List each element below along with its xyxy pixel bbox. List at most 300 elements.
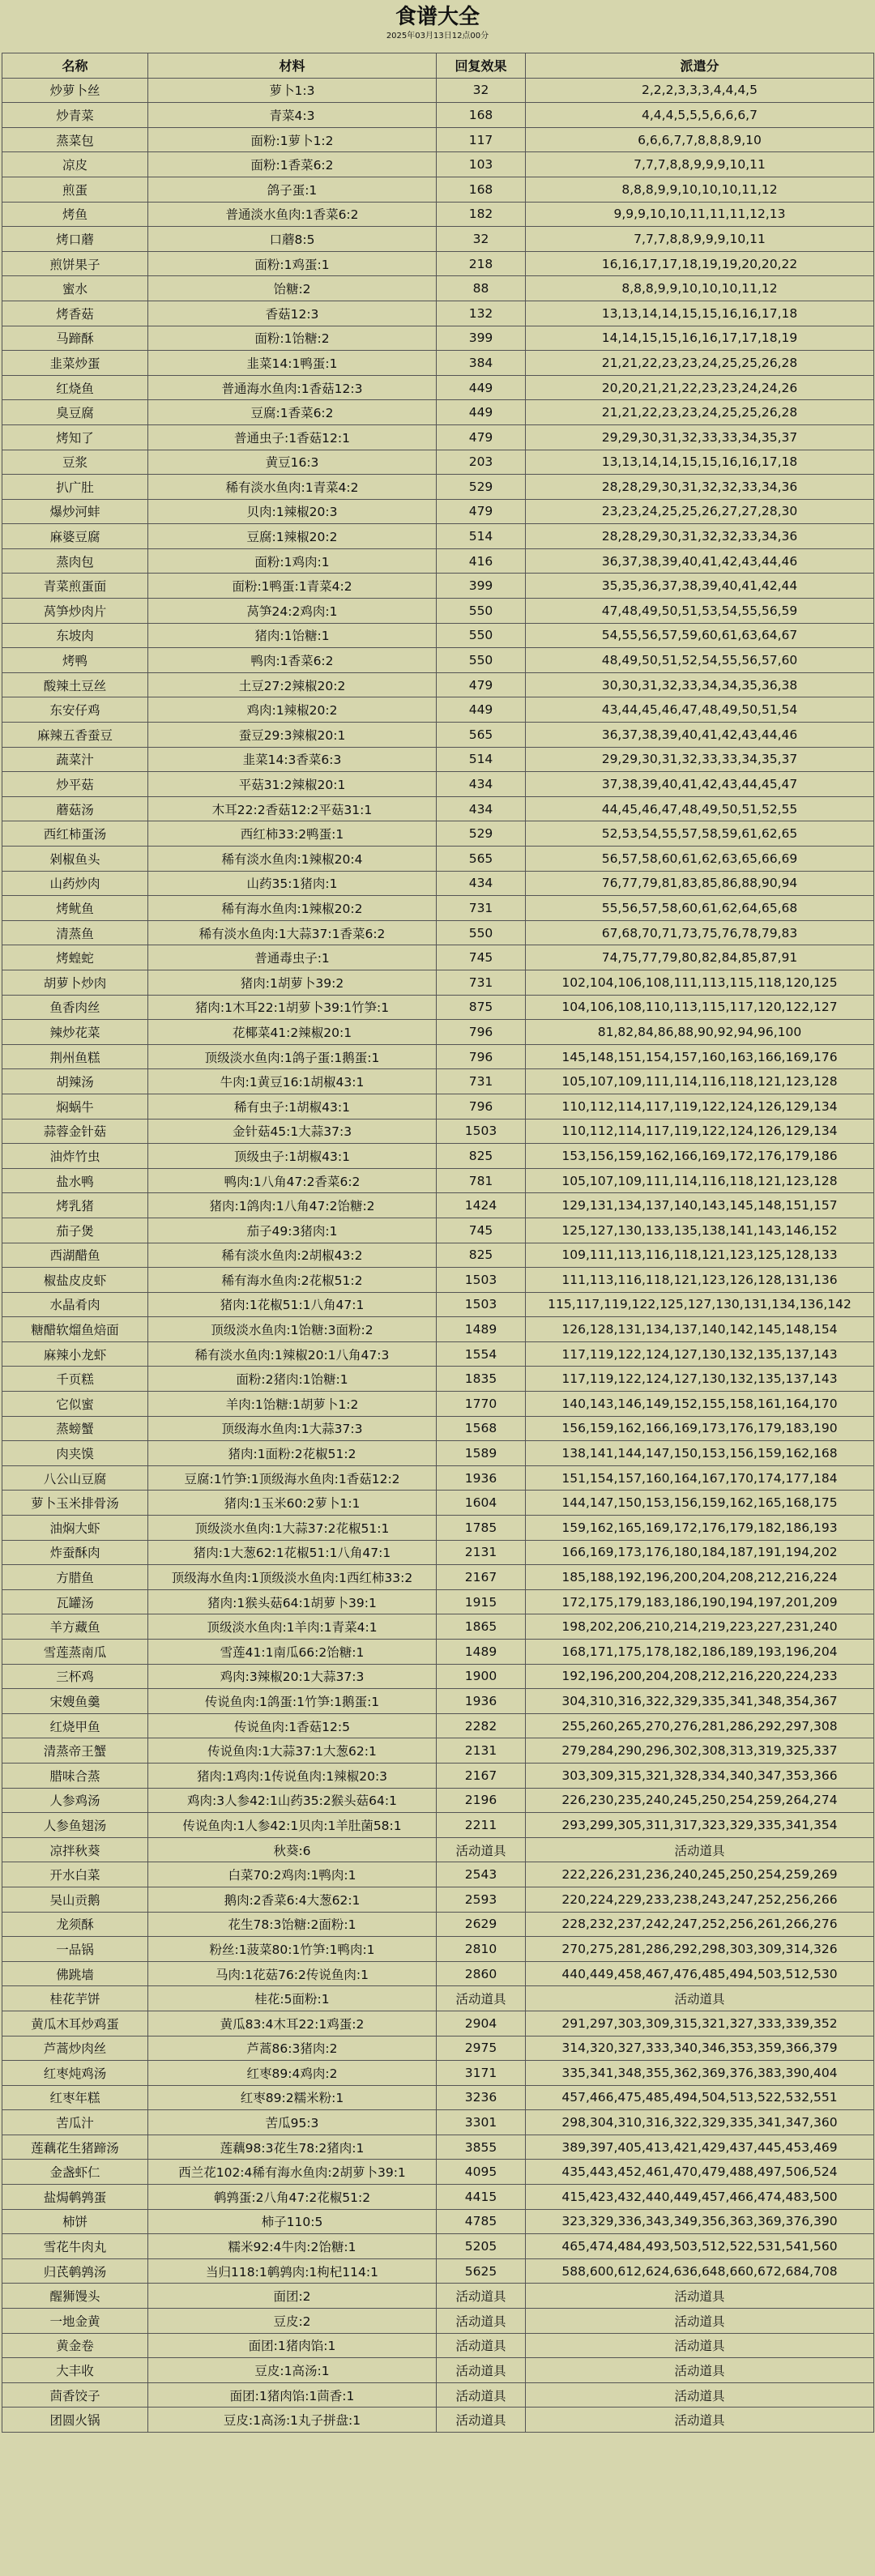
cell-ingredients: 茄子49:3猪肉:1	[148, 1218, 437, 1243]
cell-ingredients: 面粉:2猪肉:1饴糖:1	[148, 1367, 437, 1392]
cell-recovery: 2131	[437, 1540, 526, 1565]
table-header-row	[2, 53, 874, 79]
table-row	[2, 1292, 874, 1317]
table-row	[2, 2234, 874, 2259]
table-row	[2, 1763, 874, 1788]
table-row	[2, 1119, 874, 1144]
cell-recovery: 168	[437, 103, 526, 128]
cell-recovery: 796	[437, 1094, 526, 1119]
cell-ingredients: 花椰菜41:2辣椒20:1	[148, 1020, 437, 1045]
cell-ingredients: 顶级淡水鱼肉:1鸽子蛋:1鹅蛋:1	[148, 1044, 437, 1069]
cell-recovery: 活动道具	[437, 2382, 526, 2408]
cell-ingredients: 糯米92:4牛肉:2饴糖:1	[148, 2234, 437, 2259]
cell-dispatch-score: 228,232,237,242,247,252,256,261,266,276	[526, 1912, 874, 1937]
table-row	[2, 1218, 874, 1243]
cell-name: 清蒸鱼	[2, 920, 148, 945]
cell-ingredients: 香菇12:3	[148, 301, 437, 326]
cell-ingredients: 鹌鹑蛋:2八角47:2花椒51:2	[148, 2185, 437, 2210]
cell-name: 开水白菜	[2, 1862, 148, 1887]
cell-ingredients: 面团:1猪肉馅:1茴香:1	[148, 2382, 437, 2408]
table-row	[2, 1044, 874, 1069]
table-row	[2, 871, 874, 896]
table-row	[2, 1144, 874, 1169]
cell-name: 烤鸭	[2, 648, 148, 673]
cell-recovery: 182	[437, 202, 526, 227]
cell-name: 千页糕	[2, 1367, 148, 1392]
cell-dispatch-score: 110,112,114,117,119,122,124,126,129,134	[526, 1119, 874, 1144]
table-body	[2, 78, 874, 2432]
cell-ingredients: 柿子110:5	[148, 2209, 437, 2234]
cell-name: 胡辣汤	[2, 1069, 148, 1094]
cell-dispatch-score: 138,141,144,147,150,153,156,159,162,168	[526, 1441, 874, 1466]
cell-ingredients: 顶级虫子:1胡椒43:1	[148, 1144, 437, 1169]
cell-dispatch-score: 153,156,159,162,166,169,172,176,179,186	[526, 1144, 874, 1169]
table-row	[2, 127, 874, 152]
cell-ingredients: 稀有海水鱼肉:2花椒51:2	[148, 1268, 437, 1293]
cell-name: 煎饼果子	[2, 251, 148, 276]
table-row	[2, 1094, 874, 1119]
cell-dispatch-score: 198,202,206,210,214,219,223,227,231,240	[526, 1614, 874, 1640]
cell-ingredients: 面团:2	[148, 2284, 437, 2309]
table-row	[2, 697, 874, 723]
cell-name: 芦蒿炒肉丝	[2, 2036, 148, 2061]
cell-ingredients: 金针菇45:1大蒜37:3	[148, 1119, 437, 1144]
cell-recovery: 565	[437, 723, 526, 748]
cell-name: 苦瓜汁	[2, 2110, 148, 2135]
cell-ingredients: 面团:1猪肉馅:1	[148, 2333, 437, 2358]
cell-dispatch-score: 117,119,122,124,127,130,132,135,137,143	[526, 1367, 874, 1392]
cell-name: 炒萝卜丝	[2, 78, 148, 103]
cell-name: 茄子煲	[2, 1218, 148, 1243]
cell-recovery: 529	[437, 821, 526, 847]
cell-name: 凉皮	[2, 152, 148, 177]
table-row	[2, 2160, 874, 2185]
cell-ingredients: 面粉:1鸡蛋:1	[148, 251, 437, 276]
cell-ingredients: 稀有虫子:1胡椒43:1	[148, 1094, 437, 1119]
cell-name: 腊味合蒸	[2, 1763, 148, 1788]
cell-ingredients: 豆腐:1辣椒20:2	[148, 524, 437, 549]
cell-dispatch-score: 105,107,109,111,114,116,118,121,123,128	[526, 1168, 874, 1193]
cell-name: 羊方藏鱼	[2, 1614, 148, 1640]
cell-name: 瓦罐汤	[2, 1589, 148, 1614]
cell-dispatch-score: 8,8,8,9,9,10,10,10,11,12	[526, 177, 874, 202]
cell-recovery: 2543	[437, 1862, 526, 1887]
cell-ingredients: 黄豆16:3	[148, 450, 437, 475]
cell-ingredients: 莴笋24:2鸡肉:1	[148, 599, 437, 624]
cell-recovery: 活动道具	[437, 2309, 526, 2334]
cell-recovery: 745	[437, 945, 526, 970]
cell-name: 吴山贡鹅	[2, 1887, 148, 1912]
cell-name: 一品锅	[2, 1937, 148, 1962]
cell-recovery: 4785	[437, 2209, 526, 2234]
cell-recovery: 796	[437, 1044, 526, 1069]
table-row	[2, 1738, 874, 1764]
cell-recovery: 1770	[437, 1392, 526, 1417]
cell-recovery: 1900	[437, 1664, 526, 1689]
cell-recovery: 449	[437, 400, 526, 425]
table-row	[2, 1640, 874, 1665]
cell-dispatch-score: 220,224,229,233,238,243,247,252,256,266	[526, 1887, 874, 1912]
cell-recovery: 875	[437, 995, 526, 1020]
cell-name: 水晶肴肉	[2, 1292, 148, 1317]
cell-name: 黄金卷	[2, 2333, 148, 2358]
cell-name: 蒸螃蟹	[2, 1416, 148, 1441]
cell-ingredients: 稀有淡水鱼肉:1大蒜37:1香菜6:2	[148, 920, 437, 945]
cell-recovery: 2904	[437, 2011, 526, 2036]
cell-recovery: 529	[437, 475, 526, 500]
cell-name: 烤知了	[2, 424, 148, 450]
table-row	[2, 2258, 874, 2284]
cell-dispatch-score: 活动道具	[526, 2358, 874, 2383]
table-row	[2, 2309, 874, 2334]
cell-dispatch-score: 125,127,130,133,135,138,141,143,146,152	[526, 1218, 874, 1243]
cell-dispatch-score: 23,23,24,25,25,26,27,27,28,30	[526, 499, 874, 524]
table-row	[2, 995, 874, 1020]
cell-recovery: 731	[437, 896, 526, 921]
cell-recovery: 479	[437, 424, 526, 450]
cell-recovery: 218	[437, 251, 526, 276]
cell-name: 桂花芋饼	[2, 1986, 148, 2011]
cell-recovery: 550	[437, 623, 526, 648]
table-row	[2, 1862, 874, 1887]
cell-name: 萝卜玉米排骨汤	[2, 1491, 148, 1516]
table-row	[2, 1589, 874, 1614]
table-row	[2, 78, 874, 103]
cell-name: 烤口蘑	[2, 227, 148, 252]
cell-ingredients: 青菜4:3	[148, 103, 437, 128]
cell-ingredients: 芦蒿86:3猪肉:2	[148, 2036, 437, 2061]
cell-ingredients: 秋葵:6	[148, 1837, 437, 1862]
cell-name: 柿饼	[2, 2209, 148, 2234]
cell-name: 红枣年糕	[2, 2085, 148, 2110]
cell-name: 剁椒鱼头	[2, 847, 148, 872]
cell-dispatch-score: 192,196,200,204,208,212,216,220,224,233	[526, 1664, 874, 1689]
cell-dispatch-score: 314,320,327,333,340,346,353,359,366,379	[526, 2036, 874, 2061]
cell-dispatch-score: 298,304,310,316,322,329,335,341,347,360	[526, 2110, 874, 2135]
cell-name: 龙须酥	[2, 1912, 148, 1937]
cell-ingredients: 稀有海水鱼肉:1辣椒20:2	[148, 896, 437, 921]
cell-ingredients: 平菇31:2辣椒20:1	[148, 772, 437, 797]
table-row	[2, 1392, 874, 1417]
table-row	[2, 772, 874, 797]
cell-dispatch-score: 9,9,9,10,10,11,11,11,12,13	[526, 202, 874, 227]
cell-dispatch-score: 52,53,54,55,57,58,59,61,62,65	[526, 821, 874, 847]
cell-ingredients: 花生78:3饴糖:2面粉:1	[148, 1912, 437, 1937]
cell-recovery: 1503	[437, 1292, 526, 1317]
cell-name: 清蒸帝王蟹	[2, 1738, 148, 1764]
cell-dispatch-score: 389,397,405,413,421,429,437,445,453,469	[526, 2135, 874, 2160]
cell-recovery: 2211	[437, 1813, 526, 1838]
cell-dispatch-score: 111,113,116,118,121,123,126,128,131,136	[526, 1268, 874, 1293]
cell-recovery: 2282	[437, 1713, 526, 1738]
cell-name: 盐焗鹌鹑蛋	[2, 2185, 148, 2210]
cell-dispatch-score: 172,175,179,183,186,190,194,197,201,209	[526, 1589, 874, 1614]
cell-name: 大丰收	[2, 2358, 148, 2383]
cell-ingredients: 面粉:1鸡肉:1	[148, 548, 437, 574]
column-header-dispatch-score: 派遣分	[526, 53, 874, 79]
cell-ingredients: 稀有淡水鱼肉:2胡椒43:2	[148, 1243, 437, 1268]
cell-ingredients: 苦瓜95:3	[148, 2110, 437, 2135]
table-row	[2, 970, 874, 995]
cell-recovery: 203	[437, 450, 526, 475]
cell-ingredients: 猪肉:1木耳22:1胡萝卜39:1竹笋:1	[148, 995, 437, 1020]
cell-dispatch-score: 13,13,14,14,15,15,16,16,17,18	[526, 450, 874, 475]
cell-dispatch-score: 67,68,70,71,73,75,76,78,79,83	[526, 920, 874, 945]
table-row	[2, 548, 874, 574]
cell-ingredients: 白菜70:2鸡肉:1鸭肉:1	[148, 1862, 437, 1887]
table-row	[2, 103, 874, 128]
table-row	[2, 672, 874, 697]
cell-recovery: 1489	[437, 1640, 526, 1665]
cell-dispatch-score: 28,28,29,30,31,32,32,33,34,36	[526, 524, 874, 549]
cell-dispatch-score: 109,111,113,116,118,121,123,125,128,133	[526, 1243, 874, 1268]
cell-name: 东安仔鸡	[2, 697, 148, 723]
cell-ingredients: 鸽子蛋:1	[148, 177, 437, 202]
recipe-table	[2, 53, 874, 2433]
cell-recovery: 745	[437, 1218, 526, 1243]
cell-dispatch-score: 20,20,21,21,22,23,23,24,24,26	[526, 375, 874, 400]
cell-recovery: 168	[437, 177, 526, 202]
cell-name: 莴笋炒肉片	[2, 599, 148, 624]
cell-name: 豆浆	[2, 450, 148, 475]
table-row	[2, 1986, 874, 2011]
table-row	[2, 1689, 874, 1714]
cell-name: 蒜蓉金针菇	[2, 1119, 148, 1144]
cell-dispatch-score: 117,119,122,124,127,130,132,135,137,143	[526, 1341, 874, 1367]
cell-recovery: 825	[437, 1144, 526, 1169]
cell-dispatch-score: 102,104,106,108,111,113,115,118,120,125	[526, 970, 874, 995]
cell-recovery: 1424	[437, 1193, 526, 1218]
table-row	[2, 1243, 874, 1268]
cell-recovery: 1785	[437, 1516, 526, 1541]
table-row	[2, 1614, 874, 1640]
cell-ingredients: 猪肉:1胡萝卜39:2	[148, 970, 437, 995]
cell-dispatch-score: 293,299,305,311,317,323,329,335,341,354	[526, 1813, 874, 1838]
cell-dispatch-score: 活动道具	[526, 2408, 874, 2433]
cell-name: 三杯鸡	[2, 1664, 148, 1689]
cell-dispatch-score: 74,75,77,79,80,82,84,85,87,91	[526, 945, 874, 970]
table-row	[2, 1565, 874, 1590]
cell-name: 蔬菜汁	[2, 747, 148, 772]
cell-dispatch-score: 291,297,303,309,315,321,327,333,339,352	[526, 2011, 874, 2036]
cell-name: 东坡肉	[2, 623, 148, 648]
cell-name: 胡萝卜炒肉	[2, 970, 148, 995]
cell-ingredients: 红枣89:2糯米粉:1	[148, 2085, 437, 2110]
cell-name: 西湖醋鱼	[2, 1243, 148, 1268]
table-row	[2, 152, 874, 177]
cell-recovery: 1936	[437, 1465, 526, 1491]
cell-recovery: 550	[437, 599, 526, 624]
cell-name: 雪莲蒸南瓜	[2, 1640, 148, 1665]
cell-recovery: 479	[437, 499, 526, 524]
cell-dispatch-score: 37,38,39,40,41,42,43,44,45,47	[526, 772, 874, 797]
page-title: 食谱大全	[395, 5, 480, 29]
cell-name: 油炸竹虫	[2, 1144, 148, 1169]
cell-ingredients: 山药35:1猪肉:1	[148, 871, 437, 896]
cell-dispatch-score: 活动道具	[526, 2382, 874, 2408]
cell-dispatch-score: 8,8,8,9,9,10,10,10,11,12	[526, 276, 874, 301]
cell-recovery: 434	[437, 796, 526, 821]
cell-dispatch-score: 440,449,458,467,476,485,494,503,512,530	[526, 1961, 874, 1986]
cell-name: 椒盐皮皮虾	[2, 1268, 148, 1293]
cell-ingredients: 鹅肉:2香菜6:4大葱62:1	[148, 1887, 437, 1912]
cell-ingredients: 蚕豆29:3辣椒20:1	[148, 723, 437, 748]
cell-ingredients: 稀有淡水鱼肉:1辣椒20:1八角47:3	[148, 1341, 437, 1367]
cell-name: 雪花牛肉丸	[2, 2234, 148, 2259]
cell-name: 烤蝗蛇	[2, 945, 148, 970]
cell-dispatch-score: 166,169,173,176,180,184,187,191,194,202	[526, 1540, 874, 1565]
page-header	[0, 0, 875, 53]
cell-name: 归芪鹌鹑汤	[2, 2258, 148, 2284]
cell-recovery: 449	[437, 697, 526, 723]
cell-name: 马蹄酥	[2, 326, 148, 351]
table-row	[2, 400, 874, 425]
cell-recovery: 2629	[437, 1912, 526, 1937]
cell-recovery: 1936	[437, 1689, 526, 1714]
cell-ingredients: 羊肉:1饴糖:1胡萝卜1:2	[148, 1392, 437, 1417]
cell-recovery: 1568	[437, 1416, 526, 1441]
table-row	[2, 1069, 874, 1094]
cell-name: 鱼香肉丝	[2, 995, 148, 1020]
cell-ingredients: 贝肉:1辣椒20:3	[148, 499, 437, 524]
cell-ingredients: 顶级海水鱼肉:1顶级淡水鱼肉:1西红柿33:2	[148, 1565, 437, 1590]
cell-name: 肉夹馍	[2, 1441, 148, 1466]
cell-recovery: 2810	[437, 1937, 526, 1962]
cell-name: 茴香饺子	[2, 2382, 148, 2408]
cell-dispatch-score: 30,30,31,32,33,34,34,35,36,38	[526, 672, 874, 697]
cell-dispatch-score: 222,226,231,236,240,245,250,254,259,269	[526, 1862, 874, 1887]
cell-name: 臭豆腐	[2, 400, 148, 425]
cell-ingredients: 猪肉:1饴糖:1	[148, 623, 437, 648]
cell-dispatch-score: 活动道具	[526, 2309, 874, 2334]
cell-dispatch-score: 159,162,165,169,172,176,179,182,186,193	[526, 1516, 874, 1541]
table-row	[2, 202, 874, 227]
cell-ingredients: 顶级淡水鱼肉:1饴糖:3面粉:2	[148, 1317, 437, 1342]
table-row	[2, 1912, 874, 1937]
table-row	[2, 1416, 874, 1441]
cell-ingredients: 红枣89:4鸡肉:2	[148, 2061, 437, 2086]
column-header-ingredients: 材料	[148, 53, 437, 79]
cell-recovery: 1604	[437, 1491, 526, 1516]
cell-dispatch-score: 255,260,265,270,276,281,286,292,297,308	[526, 1713, 874, 1738]
table-row	[2, 1540, 874, 1565]
cell-ingredients: 面粉:1饴糖:2	[148, 326, 437, 351]
table-row	[2, 1788, 874, 1813]
cell-name: 红烧鱼	[2, 375, 148, 400]
cell-recovery: 434	[437, 772, 526, 797]
cell-recovery: 3236	[437, 2085, 526, 2110]
cell-dispatch-score: 168,171,175,178,182,186,189,193,196,204	[526, 1640, 874, 1665]
table-row	[2, 1317, 874, 1342]
cell-recovery: 2975	[437, 2036, 526, 2061]
cell-ingredients: 雪莲41:1南瓜66:2饴糖:1	[148, 1640, 437, 1665]
cell-recovery: 416	[437, 548, 526, 574]
cell-recovery: 4095	[437, 2160, 526, 2185]
cell-ingredients: 猪肉:1玉米60:2萝卜1:1	[148, 1491, 437, 1516]
cell-ingredients: 猪肉:1花椒51:1八角47:1	[148, 1292, 437, 1317]
cell-name: 炸蚕酥肉	[2, 1540, 148, 1565]
cell-ingredients: 韭菜14:3香菜6:3	[148, 747, 437, 772]
table-row	[2, 1168, 874, 1193]
cell-dispatch-score: 44,45,46,47,48,49,50,51,52,55	[526, 796, 874, 821]
cell-dispatch-score: 55,56,57,58,60,61,62,64,65,68	[526, 896, 874, 921]
cell-ingredients: 当归118:1鹌鹑肉:1枸杞114:1	[148, 2258, 437, 2284]
table-row	[2, 301, 874, 326]
cell-name: 荆州鱼糕	[2, 1044, 148, 1069]
table-row	[2, 2036, 874, 2061]
cell-dispatch-score: 129,131,134,137,140,143,145,148,151,157	[526, 1193, 874, 1218]
cell-dispatch-score: 48,49,50,51,52,54,55,56,57,60	[526, 648, 874, 673]
cell-dispatch-score: 457,466,475,485,494,504,513,522,532,551	[526, 2085, 874, 2110]
cell-ingredients: 豆腐:1竹笋:1顶级海水鱼肉:1香菇12:2	[148, 1465, 437, 1491]
table-row	[2, 1465, 874, 1491]
cell-dispatch-score: 21,21,22,23,23,24,25,25,26,28	[526, 351, 874, 376]
table-row	[2, 623, 874, 648]
cell-recovery: 825	[437, 1243, 526, 1268]
cell-dispatch-score: 35,35,36,37,38,39,40,41,42,44	[526, 574, 874, 599]
table-row	[2, 1491, 874, 1516]
column-header-name: 名称	[2, 53, 148, 79]
cell-recovery: 2196	[437, 1788, 526, 1813]
cell-name: 一地金黄	[2, 2309, 148, 2334]
cell-ingredients: 豆皮:1高汤:1	[148, 2358, 437, 2383]
table-row	[2, 723, 874, 748]
cell-name: 金盏虾仁	[2, 2160, 148, 2185]
cell-recovery: 1835	[437, 1367, 526, 1392]
cell-name: 烤鱼	[2, 202, 148, 227]
cell-dispatch-score: 156,159,162,166,169,173,176,179,183,190	[526, 1416, 874, 1441]
table-row	[2, 796, 874, 821]
cell-dispatch-score: 151,154,157,160,164,167,170,174,177,184	[526, 1465, 874, 1491]
cell-ingredients: 韭菜14:1鸭蛋:1	[148, 351, 437, 376]
cell-name: 它似蜜	[2, 1392, 148, 1417]
table-row	[2, 1813, 874, 1838]
cell-name: 烤鱿鱼	[2, 896, 148, 921]
cell-ingredients: 面粉:1萝卜1:2	[148, 127, 437, 152]
table-row	[2, 1516, 874, 1541]
page-timestamp: 2025年03月13日12点00分	[386, 32, 489, 41]
cell-recovery: 活动道具	[437, 2408, 526, 2433]
table-row	[2, 251, 874, 276]
cell-recovery: 1589	[437, 1441, 526, 1466]
cell-recovery: 514	[437, 747, 526, 772]
cell-ingredients: 鸡肉:3辣椒20:1大蒜37:3	[148, 1664, 437, 1689]
table-row	[2, 2061, 874, 2086]
cell-recovery: 活动道具	[437, 2333, 526, 2358]
table-row	[2, 351, 874, 376]
cell-ingredients: 莲藕98:3花生78:2猪肉:1	[148, 2135, 437, 2160]
cell-ingredients: 鸡肉:3人参42:1山药35:2猴头菇64:1	[148, 1788, 437, 1813]
cell-recovery: 1865	[437, 1614, 526, 1640]
cell-recovery: 399	[437, 574, 526, 599]
table-row	[2, 1713, 874, 1738]
cell-recovery: 796	[437, 1020, 526, 1045]
cell-name: 煎蛋	[2, 177, 148, 202]
cell-dispatch-score: 304,310,316,322,329,335,341,348,354,367	[526, 1689, 874, 1714]
cell-dispatch-score: 270,275,281,286,292,298,303,309,314,326	[526, 1937, 874, 1962]
cell-ingredients: 猪肉:1鸽肉:1八角47:2饴糖:2	[148, 1193, 437, 1218]
cell-dispatch-score: 活动道具	[526, 1986, 874, 2011]
cell-dispatch-score: 226,230,235,240,245,250,254,259,264,274	[526, 1788, 874, 1813]
cell-dispatch-score: 415,423,432,440,449,457,466,474,483,500	[526, 2185, 874, 2210]
cell-dispatch-score: 2,2,2,3,3,3,4,4,4,5	[526, 78, 874, 103]
cell-ingredients: 豆腐:1香菜6:2	[148, 400, 437, 425]
cell-name: 麻辣五香蚕豆	[2, 723, 148, 748]
cell-name: 人参鸡汤	[2, 1788, 148, 1813]
table-row	[2, 2408, 874, 2433]
cell-name: 蒸菜包	[2, 127, 148, 152]
cell-dispatch-score: 6,6,6,7,7,8,8,8,9,10	[526, 127, 874, 152]
